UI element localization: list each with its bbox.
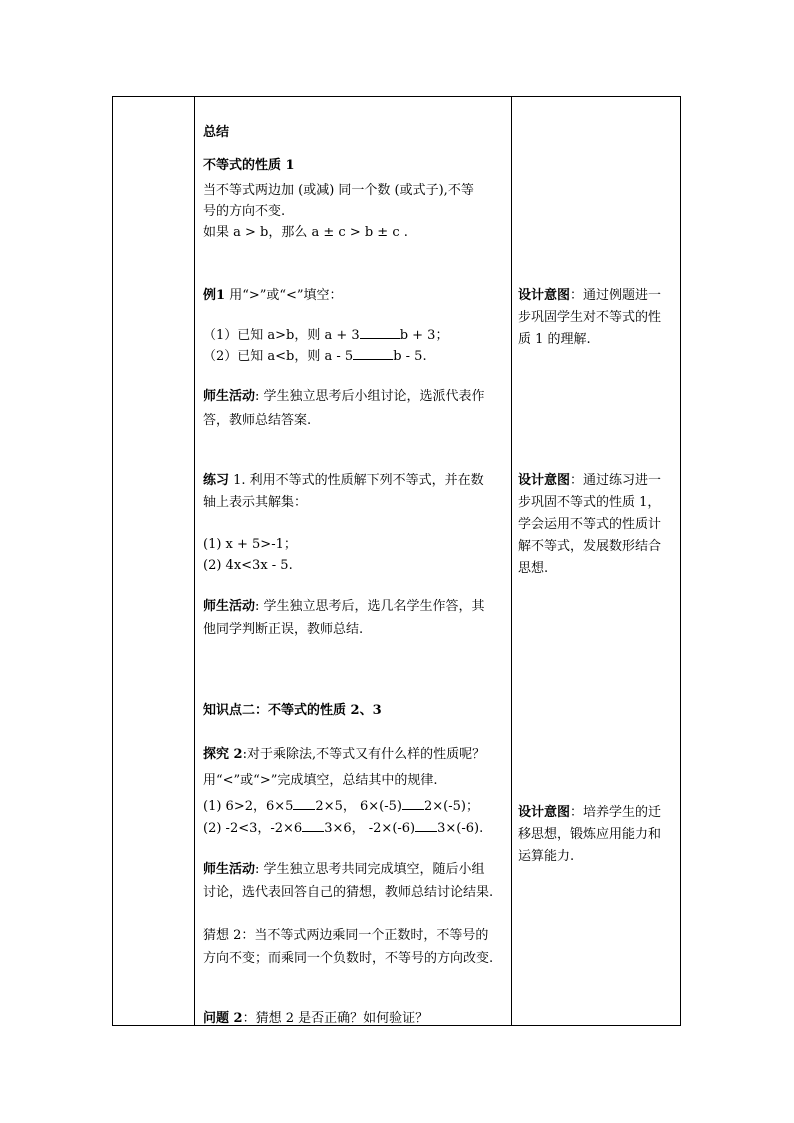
example1-prompt: 用“>”或“<”填空： [229, 288, 343, 303]
design-label: 设计意图 [518, 288, 571, 303]
design-note-text: ：通过练习进一 [570, 473, 662, 488]
answer-blank[interactable] [293, 797, 315, 810]
design-note1-line3: 质 1 的理解. [518, 332, 591, 347]
lesson-table [112, 96, 681, 1026]
design-note2-line3: 学会运用不等式的性质计 [518, 517, 662, 532]
knowledge2-heading: 知识点二：不等式的性质 2、3 [203, 703, 382, 718]
design-note2-line4: 解不等式，发展数形结合 [518, 539, 662, 554]
answer-blank[interactable] [353, 347, 393, 360]
explore2-row2 [203, 819, 483, 838]
exercise1-text: 1. 利用不等式的性质解下列不等式，并在数 [229, 473, 484, 488]
example1-activity-line1 [203, 387, 485, 406]
exercise1-label: 练习 [203, 473, 230, 488]
conjecture2-line2: 方向不变；而乘同一个负数时，不等号的方向改变. [203, 951, 494, 966]
design-note2-line2: 步巩固不等式的性质 1， [518, 495, 661, 510]
explore2-row2-c: 3×(-6). [437, 821, 484, 836]
explore2-row1 [203, 797, 479, 816]
example1-activity-line2: 答，教师总结答案. [203, 413, 312, 428]
activity-text: : 学生独立思考共同完成填空，随后小组 [255, 862, 485, 877]
explore2-row1-c: 2×(-5)； [423, 799, 479, 814]
example1-item1-right: b + 3； [399, 328, 449, 343]
design-label: 设计意图 [518, 805, 571, 820]
explore2-text: :对于乘除法,不等式又有什么样的性质呢？ [242, 747, 486, 762]
design-note-text: ：培养学生的迁 [570, 805, 662, 820]
explore2-row2-a: (2) -2<3，-2×6 [203, 821, 303, 836]
design-note-text: ：通过例题进一 [570, 288, 662, 303]
exercise1-activity-line1 [203, 597, 485, 616]
design-label: 设计意图 [518, 473, 571, 488]
explore2-row1-b: 2×5， 6×(-5) [315, 799, 402, 814]
activity-label: 师生活动 [203, 862, 256, 877]
design-note3-line3: 运算能力. [518, 849, 575, 864]
activity-text: : 学生独立思考后小组讨论，选派代表作 [255, 389, 485, 404]
explore2-activity-line2: 讨论，选代表回答自己的猜想，教师总结讨论结果. [203, 885, 494, 900]
explore2-activity-line1 [203, 860, 485, 879]
design-note1-line2: 步巩固学生对不等式的性 [518, 310, 662, 325]
explore2-row2-b: 3×6， -2×(-6) [324, 821, 416, 836]
exercise1-item2: (2) 4x<3x - 5. [203, 558, 293, 573]
design-note2-line1 [518, 471, 661, 490]
design-note2-line5: 思想. [518, 561, 549, 576]
activity-label: 师生活动 [203, 599, 256, 614]
answer-blank[interactable] [360, 326, 400, 339]
example1-item2-left: （2）已知 a<b，则 a - 5 [203, 349, 354, 364]
question2-line [203, 1009, 428, 1028]
explore2-row1-a: (1) 6>2，6×5 [203, 799, 294, 814]
example1-item1-left: （1）已知 a>b，则 a + 3 [203, 328, 360, 343]
example1-prompt-line [203, 286, 343, 305]
exercise1-line2: 轴上表示其解集： [203, 495, 308, 510]
property1-text-line2: 号的方向不变. [203, 204, 286, 219]
exercise1-line1 [203, 471, 484, 490]
example1-label: 例1 [203, 288, 226, 303]
explore2-label: 探究 2 [203, 747, 243, 762]
example1-item2-right: b - 5. [393, 349, 427, 364]
property1-formula: 如果 a > b，那么 a ± c > b ± c . [203, 225, 408, 240]
exercise1-item1: (1) x + 5>-1； [203, 537, 297, 552]
conjecture2-line1: 猜想 2：当不等式两边乘同一个正数时，不等号的 [203, 928, 489, 943]
content-column [195, 97, 511, 1025]
design-note3-line1 [518, 803, 661, 822]
design-column [512, 97, 682, 1025]
example1-item2 [203, 347, 427, 366]
question2-label: 问题 2 [203, 1011, 243, 1026]
answer-blank[interactable] [302, 819, 324, 832]
summary-heading: 总结 [203, 125, 230, 140]
explore2-instruction: 用“<”或“>”完成填空，总结其中的规律. [203, 773, 438, 788]
design-note3-line2: 移思想，锻炼应用能力和 [518, 827, 662, 842]
property1-title: 不等式的性质 1 [203, 158, 295, 173]
answer-blank[interactable] [415, 819, 437, 832]
question2-text: ：猜想 2 是否正确？如何验证？ [242, 1011, 429, 1026]
exercise1-activity-line2: 他同学判断正误，教师总结. [203, 622, 364, 637]
explore2-line [203, 745, 485, 764]
activity-label: 师生活动 [203, 389, 256, 404]
property1-text-line1: 当不等式两边加 (或减) 同一个数 (或式子),不等 [203, 183, 474, 198]
example1-item1 [203, 326, 448, 345]
answer-blank[interactable] [402, 797, 424, 810]
activity-text: : 学生独立思考后，选几名学生作答，其 [255, 599, 485, 614]
design-note1-line1 [518, 286, 661, 305]
